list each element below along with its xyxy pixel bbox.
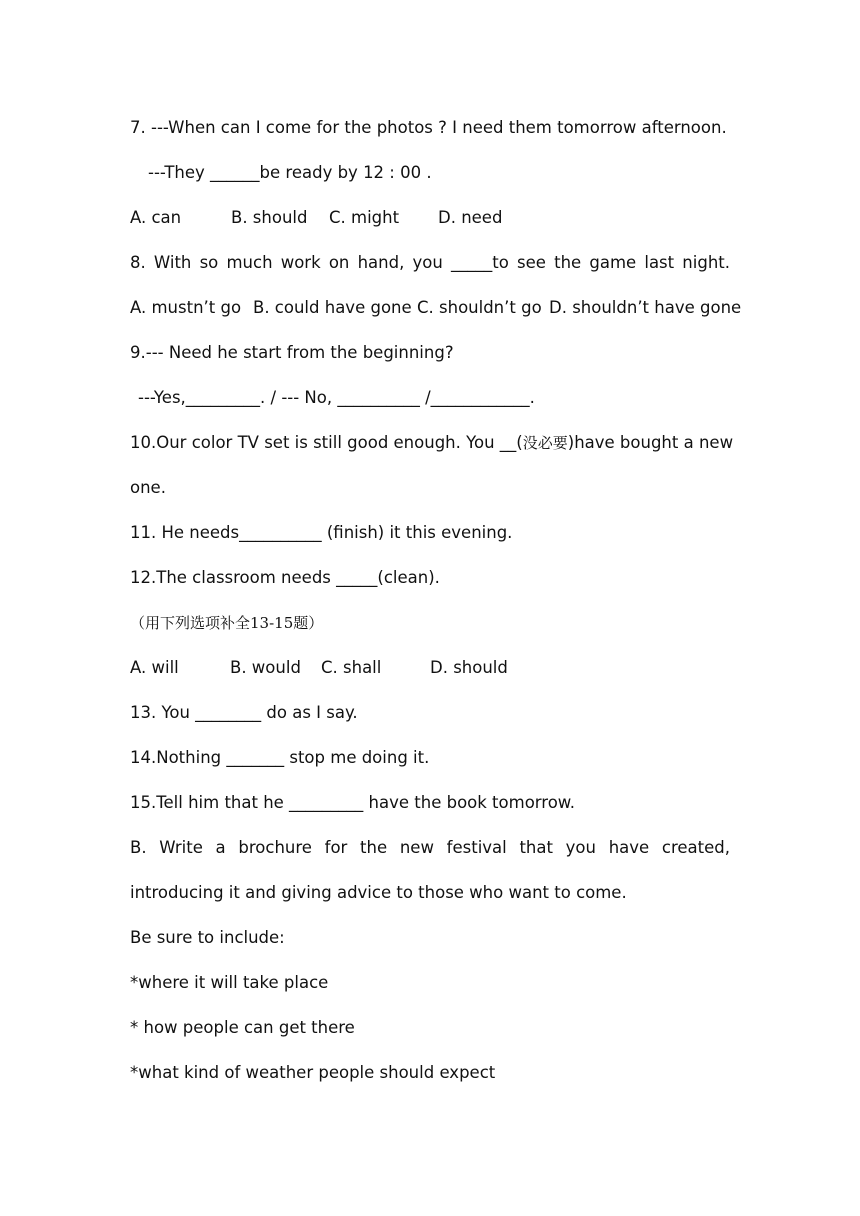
- question-14: 14.Nothing _______ stop me doing it.: [130, 748, 430, 767]
- writing-include-label: Be sure to include:: [130, 928, 285, 947]
- question-7-reply: ---They ______be ready by 12 : 00 .: [148, 163, 432, 182]
- writing-bullet-item: * how people can get there: [130, 1018, 355, 1037]
- question-11: 11. He needs__________ (finish) it this evening.: [130, 523, 513, 542]
- option-c: C. might: [329, 208, 400, 227]
- question-10-text-start: 10.Our color TV set is still good enough. You __(: [130, 433, 523, 452]
- writing-prompt-line-2: introducing it and giving advice to those who want to come.: [130, 883, 627, 902]
- question-8-options: [130, 296, 742, 440]
- question-10-hint: 没必要: [522, 434, 568, 452]
- option-d: D. need: [438, 208, 503, 227]
- option-c: C. shall: [321, 658, 382, 677]
- writing-bullet-item: *where it will take place: [130, 973, 329, 992]
- option-a: A. can: [130, 208, 182, 227]
- question-10-text-end: )have bought a new: [567, 433, 734, 452]
- option-d: D. should: [430, 658, 508, 677]
- option-b: B. should: [231, 208, 308, 227]
- question-12: 12.The classroom needs _____(clean).: [130, 568, 440, 587]
- question-8: 8. With so much work on hand, you _____to see the game last night.: [130, 253, 730, 272]
- option-a: A. will: [130, 658, 179, 677]
- question-9: 9.--- Need he start from the beginning?: [130, 343, 454, 362]
- option-b: B. could have gone: [253, 298, 412, 317]
- option-b: B. would: [230, 658, 301, 677]
- question-13: 13. You ________ do as I say.: [130, 703, 358, 722]
- option-a: A. mustn’t go: [130, 298, 242, 317]
- question-15: 15.Tell him that he _________ have the book tomorrow.: [130, 793, 576, 812]
- section-instruction: （用下列选项补全13-15题）: [130, 614, 324, 632]
- section-options: [130, 656, 730, 800]
- option-c: C. shouldn’t go: [417, 298, 542, 317]
- question-10: [130, 431, 734, 455]
- question-9-reply: ---Yes,_________. / --- No, __________ /____________.: [138, 388, 535, 407]
- writing-bullet-item: *what kind of weather people should expect: [130, 1063, 496, 1082]
- writing-prompt-line-1: B. Write a brochure for the new festival that you have created,: [130, 838, 730, 857]
- question-7: 7. ---When can I come for the photos ? I need them tomorrow afternoon.: [130, 118, 727, 137]
- question-10-continuation: one.: [130, 478, 166, 497]
- option-d: D. shouldn’t have gone: [549, 298, 742, 317]
